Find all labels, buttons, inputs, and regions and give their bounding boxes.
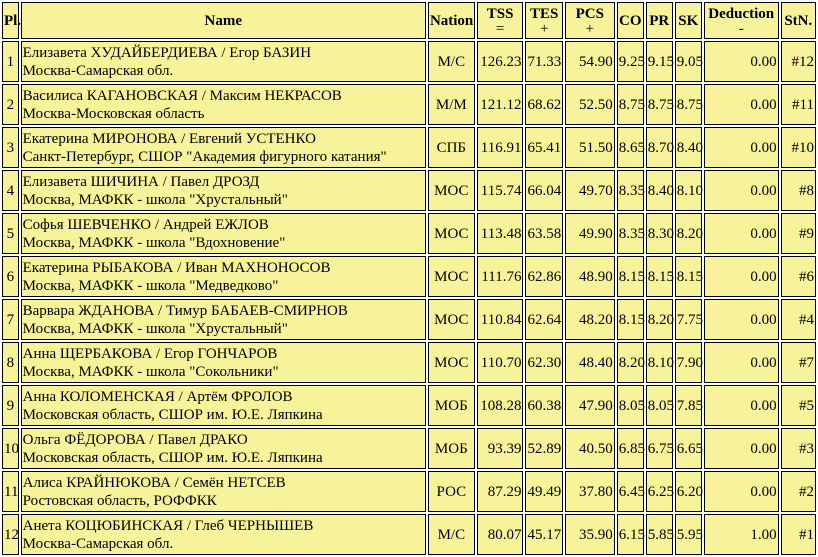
sk-cell: 5.95 [675,514,702,555]
header-place: Pl. [2,2,19,39]
pcs-cell: 48.20 [565,299,615,340]
skater-names: Варвара ЖДАНОВА / Тимур БАБАЕВ-СМИРНОВ [22,302,348,319]
tss-cell: 115.74 [477,170,524,211]
co-cell: 6.85 [617,428,644,469]
header-name: Name [21,2,426,39]
place-cell: 10 [2,428,19,469]
names-cell [21,342,426,383]
nation-cell: М/С [428,41,475,82]
co-cell: 8.15 [617,256,644,297]
pcs-cell: 52.50 [565,84,615,125]
nation-cell: МОС [428,342,475,383]
tes-cell: 52.89 [525,428,562,469]
deduction-cell: 0.00 [704,428,779,469]
header-tes-label: TES [529,5,559,22]
pr-cell: 8.20 [646,299,673,340]
header-start-number: StN. [781,2,816,39]
deduction-cell: 0.00 [704,170,779,211]
header-deduction [704,2,779,39]
skater-names: Ольга ФЁДОРОВА / Павел ДРАКО [22,431,248,448]
nation-cell: МОБ [428,428,475,469]
start-number-cell: #12 [781,41,816,82]
names-cell [21,428,426,469]
tes-cell: 65.41 [525,127,562,168]
pcs-cell: 37.80 [565,471,615,512]
table-row [2,41,816,82]
tss-cell: 80.07 [477,514,524,555]
co-cell: 6.15 [617,514,644,555]
nation-cell: МОС [428,256,475,297]
co-cell: 8.75 [617,84,644,125]
sk-cell: 6.65 [675,428,702,469]
sk-cell: 8.75 [675,84,702,125]
place-cell: 6 [2,256,19,297]
deduction-cell: 0.00 [704,127,779,168]
tes-cell: 66.04 [525,170,562,211]
table-row [2,385,816,426]
names-cell [21,385,426,426]
pcs-cell: 35.90 [565,514,615,555]
pr-cell: 8.15 [646,256,673,297]
names-cell [21,84,426,125]
tss-cell: 110.70 [477,342,524,383]
nation-cell: М/С [428,514,475,555]
club-name: Санкт-Петербург, СШОР "Академия фигурного катания" [22,148,387,165]
table-row [2,299,816,340]
tss-cell: 121.12 [477,84,524,125]
table-row [2,170,816,211]
skater-names: Алиса КРАЙНЮКОВА / Семён НЕТСЕВ [22,474,286,491]
place-cell: 5 [2,213,19,254]
place-cell: 3 [2,127,19,168]
place-cell: 12 [2,514,19,555]
deduction-cell: 1.00 [704,514,779,555]
sk-cell: 8.40 [675,127,702,168]
deduction-cell: 0.00 [704,213,779,254]
club-name: Москва, МАФКК - школа "Хрустальный" [22,191,288,208]
nation-cell: МОС [428,170,475,211]
deduction-cell: 0.00 [704,41,779,82]
start-number-cell: #1 [781,514,816,555]
tes-cell: 62.64 [525,299,562,340]
pr-cell: 8.30 [646,213,673,254]
header-tes-sign: + [539,20,549,37]
names-cell [21,299,426,340]
start-number-cell: #11 [781,84,816,125]
club-name: Москва-Московская область [22,105,205,122]
nation-cell: МОС [428,299,475,340]
deduction-cell: 0.00 [704,342,779,383]
pcs-cell: 48.40 [565,342,615,383]
start-number-cell: #8 [781,170,816,211]
co-cell: 9.25 [617,41,644,82]
co-cell: 8.20 [617,342,644,383]
pr-cell: 5.85 [646,514,673,555]
start-number-cell: #3 [781,428,816,469]
names-cell [21,170,426,211]
pcs-cell: 49.90 [565,213,615,254]
club-name: Москва-Самарская обл. [22,62,174,79]
club-name: Ростовская область, РОФФКК [22,492,217,509]
deduction-cell: 0.00 [704,299,779,340]
club-name: Москва, МАФКК - школа "Медведково" [22,277,279,294]
co-cell: 8.35 [617,213,644,254]
sk-cell: 8.15 [675,256,702,297]
start-number-cell: #5 [781,385,816,426]
tss-cell: 93.39 [477,428,524,469]
place-cell: 11 [2,471,19,512]
pr-cell: 8.10 [646,342,673,383]
sk-cell: 7.75 [675,299,702,340]
co-cell: 8.05 [617,385,644,426]
pr-cell: 9.15 [646,41,673,82]
sk-cell: 7.85 [675,385,702,426]
tss-cell: 111.76 [477,256,524,297]
skater-names: Екатерина РЫБАКОВА / Иван МАХНОНОСОВ [22,259,331,276]
deduction-cell: 0.00 [704,471,779,512]
tes-cell: 62.86 [525,256,562,297]
pr-cell: 8.05 [646,385,673,426]
table-row [2,84,816,125]
tss-cell: 108.28 [477,385,524,426]
pcs-cell: 51.50 [565,127,615,168]
place-cell: 7 [2,299,19,340]
sk-cell: 7.90 [675,342,702,383]
skater-names: Елизавета ШИЧИНА / Павел ДРОЗД [22,173,260,190]
co-cell: 8.35 [617,170,644,211]
names-cell [21,41,426,82]
nation-cell: М/М [428,84,475,125]
names-cell [21,127,426,168]
place-cell: 1 [2,41,19,82]
table-row [2,127,816,168]
header-deduction-sign: - [738,20,744,37]
names-cell [21,471,426,512]
skater-names: Софья ШЕВЧЕНКО / Андрей ЕЖЛОВ [22,216,269,233]
deduction-cell: 0.00 [704,84,779,125]
club-name: Московская область, СШОР им. Ю.Е. Ляпкина [22,406,323,423]
start-number-cell: #10 [781,127,816,168]
skater-names: Елизавета ХУДАЙБЕРДИЕВА / Егор БАЗИН [22,44,312,61]
nation-cell: СПБ [428,127,475,168]
start-number-cell: #9 [781,213,816,254]
tss-cell: 113.48 [477,213,524,254]
tss-cell: 116.91 [477,127,524,168]
pr-cell: 6.75 [646,428,673,469]
skater-names: Анна КОЛОМЕНСКАЯ / Артём ФРОЛОВ [22,388,293,405]
header-pcs [565,2,615,39]
sk-cell: 6.20 [675,471,702,512]
header-tss-label: TSS [486,5,514,22]
header-pcs-sign: + [585,20,595,37]
tss-cell: 110.84 [477,299,524,340]
sk-cell: 9.05 [675,41,702,82]
nation-cell: МОБ [428,385,475,426]
club-name: Москва, МАФКК - школа "Хрустальный" [22,320,288,337]
header-deduction-label: Deduction [708,5,775,22]
pcs-cell: 54.90 [565,41,615,82]
names-cell [21,514,426,555]
club-name: Москва, МАФКК - школа "Вдохновение" [22,234,286,251]
pr-cell: 8.40 [646,170,673,211]
nation-cell: РОС [428,471,475,512]
club-name: Москва-Самарская обл. [22,535,174,552]
tss-cell: 87.29 [477,471,524,512]
pcs-cell: 40.50 [565,428,615,469]
start-number-cell: #7 [781,342,816,383]
pcs-cell: 49.70 [565,170,615,211]
tes-cell: 60.38 [525,385,562,426]
names-cell [21,256,426,297]
place-cell: 4 [2,170,19,211]
skater-names: Анета КОЦЮБИНСКАЯ / Глеб ЧЕРНЫШЕВ [22,517,314,534]
place-cell: 2 [2,84,19,125]
header-tes [525,2,562,39]
club-name: Московская область, СШОР им. Ю.Е. Ляпкина [22,449,323,466]
sk-cell: 8.10 [675,170,702,211]
tes-cell: 71.33 [525,41,562,82]
header-pcs-label: PCS [575,5,604,22]
pr-cell: 8.70 [646,127,673,168]
header-nation: Nation [428,2,475,39]
pr-cell: 8.75 [646,84,673,125]
start-number-cell: #2 [781,471,816,512]
pcs-cell: 47.90 [565,385,615,426]
co-cell: 8.65 [617,127,644,168]
skater-names: Анна ЩЕРБАКОВА / Егор ГОНЧАРОВ [22,345,278,362]
place-cell: 8 [2,342,19,383]
header-tss [477,2,524,39]
tes-cell: 68.62 [525,84,562,125]
tss-cell: 126.23 [477,41,524,82]
skater-names: Василиса КАГАНОВСКАЯ / Максим НЕКРАСОВ [22,87,342,104]
tes-cell: 62.30 [525,342,562,383]
table-row [2,342,816,383]
table-row [2,428,816,469]
tes-cell: 49.49 [525,471,562,512]
pr-cell: 6.25 [646,471,673,512]
co-cell: 6.45 [617,471,644,512]
pcs-cell: 48.90 [565,256,615,297]
tes-cell: 63.58 [525,213,562,254]
nation-cell: МОС [428,213,475,254]
start-number-cell: #6 [781,256,816,297]
start-number-cell: #4 [781,299,816,340]
names-cell [21,213,426,254]
header-sk: SK [675,2,702,39]
club-name: Москва, МАФКК - школа "Сокольники" [22,363,279,380]
place-cell: 9 [2,385,19,426]
table-row [2,471,816,512]
sk-cell: 8.20 [675,213,702,254]
header-pr: PR [646,2,673,39]
table-row [2,213,816,254]
table-row [2,256,816,297]
deduction-cell: 0.00 [704,256,779,297]
header-co: CO [617,2,644,39]
header-row [2,2,816,39]
tes-cell: 45.17 [525,514,562,555]
table-row [2,514,816,555]
co-cell: 8.15 [617,299,644,340]
skater-names: Екатерина МИРОНОВА / Евгений УСТЕНКО [22,130,316,147]
deduction-cell: 0.00 [704,385,779,426]
header-tss-sign: = [495,20,505,37]
